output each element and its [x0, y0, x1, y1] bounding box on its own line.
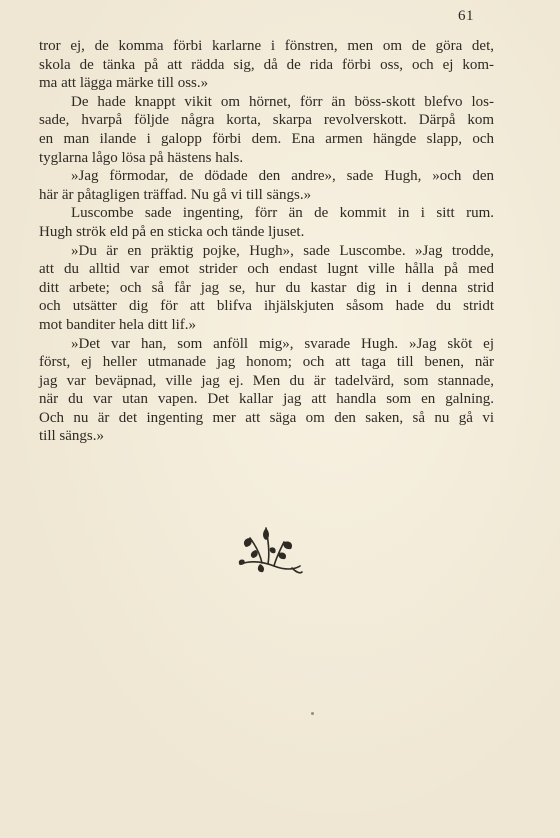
text-line: mot banditer hela ditt lif.»	[39, 316, 197, 333]
text-line: sade, hvarpå följde några korta, skarpa revolverskott. Därpå kom	[39, 112, 494, 129]
floral-vignette-icon	[234, 520, 304, 578]
text-line: att du alltid var emot strider och endast lugnt ville hålla på med	[39, 261, 494, 278]
text-line: ma att lägga märke till oss.»	[39, 75, 209, 92]
text-line: när du var utan vapen. Det kallar jag att handla som en galning.	[39, 391, 494, 408]
text-line: jag var beväpnad, ville jag ej. Men du är tadelvärd, som stannade,	[39, 372, 494, 389]
text-line: ditt arbete; och så får jag se, hur du kastar dig in i denna strid	[39, 279, 494, 296]
text-line: här är påtagligen träffad. Nu gå vi till sängs.»	[39, 186, 312, 203]
text-line: »Det var han, som anföll mig», svarade Hugh. »Jag sköt ej	[71, 335, 494, 352]
text-line: först, ej heller utmanade jag honom; och att taga till benen, när	[39, 354, 494, 371]
text-line: till sängs.»	[39, 428, 105, 445]
text-line: tyglarna lågo lösa på hästens hals.	[39, 149, 244, 166]
text-line: skola de tänka på att rädda sig, då de rida förbi oss, och ej kom-	[39, 56, 494, 73]
page-number: 61	[458, 8, 474, 24]
paper-speck	[311, 712, 314, 715]
text-line: en man ilande i galopp förbi dem. Ena armen hängde slapp, och	[39, 130, 494, 147]
text-line: och utsätter dig för att blifva ihjälskjuten såsom hade du stridt	[39, 298, 494, 315]
text-line: »Du är en präktig pojke, Hugh», sade Luscombe. »Jag trodde,	[71, 242, 494, 259]
text-line: tror ej, de komma förbi karlarne i fönstren, men om de göra det,	[39, 38, 494, 54]
text-line: Hugh strök eld på en sticka och tände ljuset.	[39, 223, 305, 240]
text-line: Och nu är det ingenting mer att säga om den saken, så nu gå vi	[39, 409, 494, 426]
text-line: De hade knappt vikit om hörnet, förr än böss-skott blefvo los-	[71, 93, 494, 110]
text-line: Luscombe sade ingenting, förr än de kommit in i sitt rum.	[71, 205, 494, 222]
text-line: »Jag förmodar, de dödade den andre», sade Hugh, »och den	[71, 168, 494, 185]
body-text	[39, 37, 494, 446]
